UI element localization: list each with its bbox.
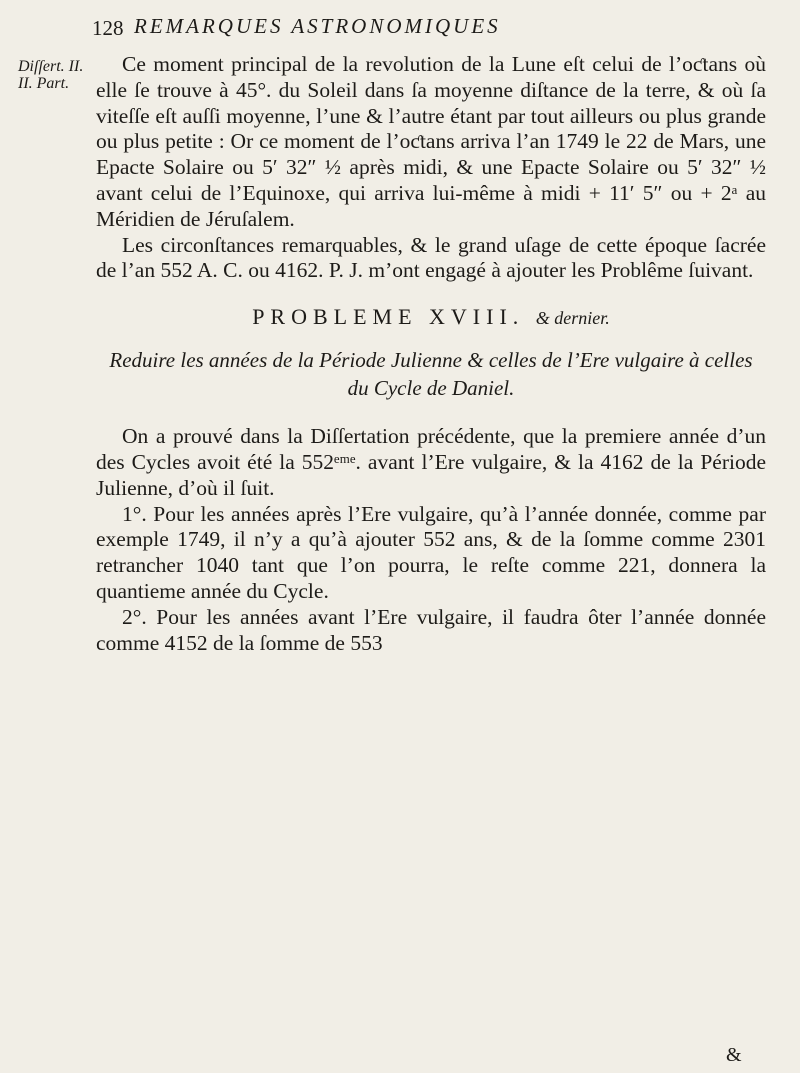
- problem-statement: Reduire les années de la Période Julienne & celles de l’Ere vulgaire à celles du Cycle de Daniel.: [109, 348, 753, 401]
- problem-suffix: & dernier.: [535, 308, 610, 329]
- page-number: 128: [92, 16, 124, 40]
- margin-note-line: Diſſert. II.: [18, 58, 84, 75]
- paragraph: On a prouvé dans la Diſſertation précédente, que la premiere année d’un des Cycles avoit été la 552ᵉᵐᵉ. avant l’Ere vulgaire, & la 4162 de la Période Julienne, d’où il ſuit.: [96, 424, 766, 500]
- running-header: [92, 14, 752, 44]
- body-text: [96, 52, 766, 656]
- paragraph: Ce moment principal de la revolution de la Lune eſt celui de l’oƈtans où elle ſe trouve à 45°. du Soleil dans ſa moyenne diſtance de la terre, & où ſa viteſſe eſt auſſi moyenne, l’une & l’autre étant par tout ailleurs ou plus grande ou plus petite : Or ce moment de l’oƈtans arriva l’an 1749 le 22 de Mars, une Epacte Solaire ou 5′ 32″ ½ après midi, & une Epacte Solaire ou 5′ 32″ ½ avant celui de l’Equinoxe, qui arriva lui-même à midi + 11′ 5″ ou + 2ᵃ au Méridien de Jéruſalem.: [96, 52, 766, 231]
- catchword: &: [726, 1044, 742, 1066]
- margin-note: [18, 58, 84, 92]
- paragraph: Les circonſtances remarquables, & le grand uſage de cette époque ſacrée de l’an 552 A. C. ou 4162. P. J. m’ont engagé à ajouter les Problême ſuivant.: [96, 232, 766, 283]
- margin-note-line: II. Part.: [18, 75, 70, 92]
- paragraph: 2°. Pour les années avant l’Ere vulgaire, il faudra ôter l’année donnée comme 4152 de la ſomme de 553: [96, 604, 766, 655]
- problem-title: PROBLEME XVIII.: [252, 304, 525, 330]
- problem-heading: [96, 304, 766, 330]
- paragraph: 1°. Pour les années après l’Ere vulgaire, qu’à l’année donnée, comme par exemple 1749, il n’y a qu’à ajouter 552 ans, & de la ſomme comme 2301 retrancher 1040 tant que l’on pourra, le reſte comme 221, donnera la quantieme année du Cycle.: [96, 501, 766, 603]
- running-title: REMARQUES ASTRONOMIQUES: [134, 14, 501, 38]
